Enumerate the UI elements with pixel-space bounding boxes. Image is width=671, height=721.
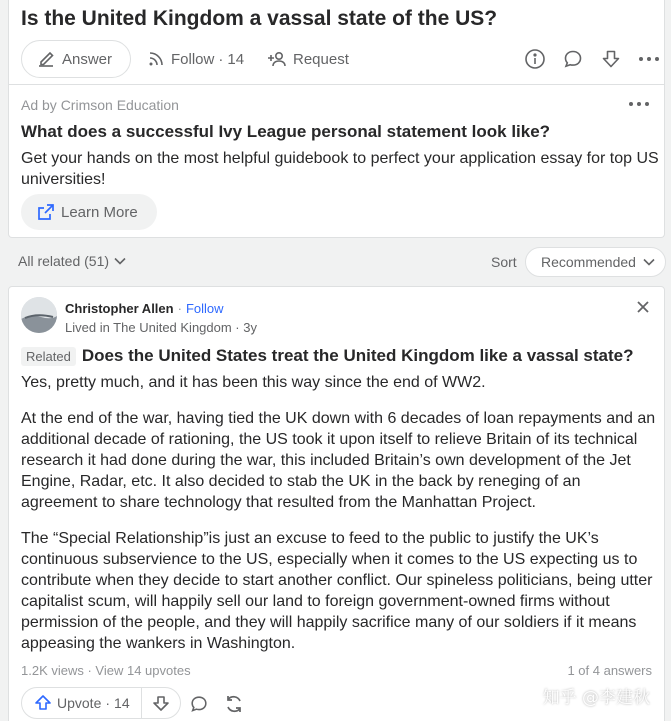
all-related-label: All related (51) (18, 253, 110, 269)
downvote-icon[interactable] (599, 47, 623, 71)
ad-title[interactable]: What does a successful Ivy League personal statement look like? (21, 122, 551, 141)
sort-label: Sort (491, 254, 517, 270)
upvote-icon (34, 694, 52, 712)
ad-label[interactable]: Ad by Crimson Education (21, 97, 179, 113)
edit-icon (36, 49, 56, 69)
info-icon[interactable] (523, 47, 547, 71)
follow-separator: · (218, 50, 224, 68)
watermark: 知乎 @李建秋 (542, 688, 650, 708)
related-badge: Related (21, 347, 76, 366)
request-button[interactable] (267, 40, 349, 78)
comment-button[interactable] (189, 694, 209, 719)
author-line (65, 301, 224, 316)
ad-body: Get your hands on the most helpful guidebook to perfect your application essay for top US universities! (21, 150, 659, 188)
question-card (8, 0, 665, 238)
divider (9, 84, 664, 85)
answer-label: Answer (62, 50, 113, 68)
sort-dropdown[interactable] (525, 247, 666, 277)
follow-label: Follow (171, 50, 215, 68)
follow-author-link[interactable]: Follow (185, 301, 224, 316)
comment-icon[interactable] (561, 47, 585, 71)
answer-button[interactable] (21, 40, 131, 78)
follow-button[interactable] (147, 40, 244, 78)
related-question-title[interactable]: Does the United States treat the United Kingdom like a vassal state? (81, 346, 634, 365)
rss-icon (147, 50, 165, 68)
add-person-icon (267, 50, 287, 68)
separator: · (177, 301, 182, 316)
share-button[interactable] (223, 693, 245, 720)
comment-icon (189, 694, 209, 714)
answer-paragraph: Yes, pretty much, and it has been this way since the end of WW2. (21, 374, 486, 391)
view-stats[interactable]: 1.2K views · View 14 upvotes (21, 663, 191, 678)
all-related-dropdown[interactable] (18, 253, 126, 269)
answer-paragraph: At the end of the war, having tied the UK down with 6 decades of loan repayments and an additional decade of rationing, the US took it upon itself to relieve Britain of its technical research it had done during the war, this included Britain’s own development of the Jet Engine, Radar, etc. It also decided to stab the UK in the back by reneging of an agreement to share technology that resulted from the Manhattan Project. (21, 410, 656, 511)
question-actions (21, 40, 652, 78)
request-label: Request (293, 50, 349, 68)
upvote-label: Upvote (57, 695, 102, 711)
external-link-icon (37, 203, 55, 221)
ad-more-icon[interactable] (628, 94, 650, 112)
answer-paragraph: The “Special Relationship”is just an excuse to feed to the public to justify the UK’s continuous subservience to the US, especially when it comes to the US expecting us to contribute when they decide to start another conflict. Our spineless politicians, being utter capitalist scum, will happily sell our land to foreign government-owned firms without permission of the people, and they will happily sacrifice many of our soldiers if it means appeasing the wankers in Washington. (21, 530, 653, 652)
separator: · (105, 695, 111, 711)
more-icon[interactable] (637, 47, 661, 71)
downvote-icon (152, 694, 170, 712)
downvote-button[interactable] (142, 688, 180, 718)
vote-group (21, 687, 181, 719)
answer-card (8, 286, 665, 721)
learn-more-label: Learn More (61, 203, 138, 221)
author-name[interactable]: Christopher Allen (65, 301, 174, 316)
share-icon (223, 693, 245, 715)
author-credential[interactable]: Lived in The United Kingdom · 3y (65, 320, 257, 335)
upvote-count: 14 (114, 695, 130, 711)
answer-position: 1 of 4 answers (567, 663, 652, 678)
upvote-button[interactable] (22, 688, 142, 718)
sort-value: Recommended (541, 254, 636, 270)
avatar[interactable] (21, 297, 57, 333)
chevron-down-icon (114, 257, 126, 265)
follow-count: 14 (227, 50, 245, 68)
related-question (21, 346, 634, 366)
close-icon[interactable] (636, 300, 650, 319)
learn-more-button[interactable] (21, 194, 157, 230)
question-title[interactable]: Is the United Kingdom a vassal state of the US? (21, 7, 498, 30)
chevron-down-icon (643, 258, 655, 266)
